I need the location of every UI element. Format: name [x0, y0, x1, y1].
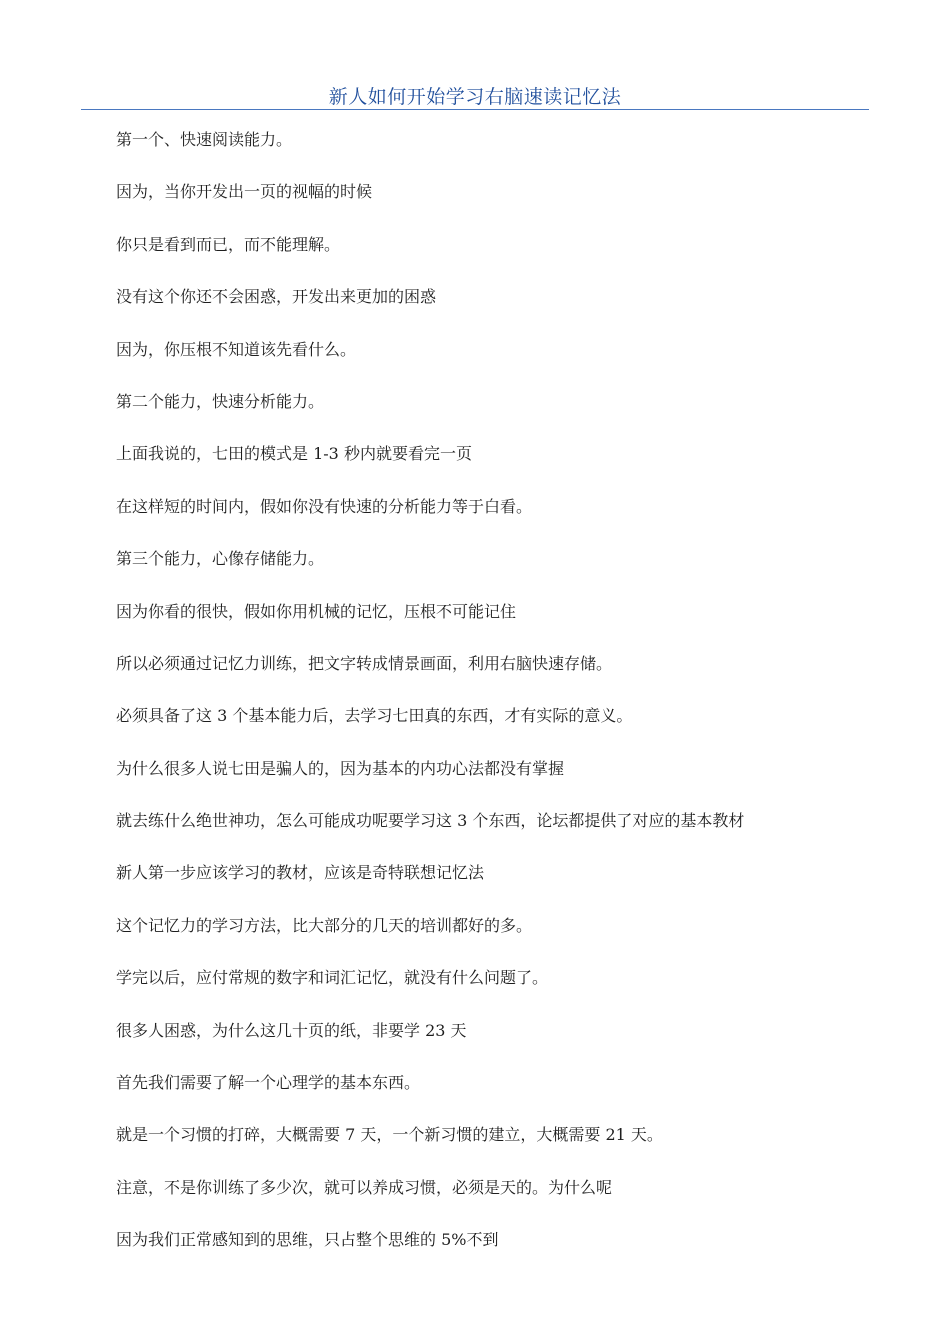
paragraph-line: 在这样短的时间内，假如你没有快速的分析能力等于白看。 — [116, 496, 533, 516]
paragraph-line: 首先我们需要了解一个心理学的基本东西。 — [116, 1073, 421, 1093]
paragraph-line: 因为，你压根不知道该先看什么。 — [116, 339, 357, 359]
paragraph-line: 学完以后，应付常规的数字和词汇记忆，就没有什么问题了。 — [116, 968, 549, 988]
paragraph-line: 上面我说的，七田的模式是 1-3 秒内就要看完一页 — [116, 444, 472, 464]
paragraph-line: 没有这个你还不会困惑，开发出来更加的困惑 — [116, 287, 437, 307]
page-title: 新人如何开始学习右脑速读记忆法 — [328, 86, 622, 108]
paragraph-line: 很多人困惑，为什么这几十页的纸，非要学 23 天 — [116, 1020, 467, 1040]
paragraph-line: 所以必须通过记忆力训练，把文字转成情景画面，利用右脑快速存储。 — [116, 653, 613, 673]
paragraph-line: 就是一个习惯的打碎，大概需要 7 天，一个新习惯的建立，大概需要 21 天。 — [116, 1125, 663, 1145]
paragraph-line: 注意，不是你训练了多少次，就可以养成习惯，必须是天的。为什么呢 — [116, 1177, 613, 1197]
paragraph-line: 第一个、快速阅读能力。 — [116, 130, 293, 149]
paragraph-line: 因为我们正常感知到的思维，只占整个思维的 5%不到 — [116, 1230, 499, 1250]
paragraph-line: 必须具备了这 3 个基本能力后，去学习七田真的东西，才有实际的意义。 — [116, 706, 633, 726]
paragraph-line: 第二个能力，快速分析能力。 — [116, 391, 325, 411]
paragraph-line: 新人第一步应该学习的教材，应该是奇特联想记忆法 — [116, 863, 485, 883]
paragraph-line: 因为，当你开发出一页的视幅的时候 — [116, 182, 373, 202]
paragraph-line: 因为你看的很快，假如你用机械的记忆，压根不可能记住 — [116, 601, 517, 621]
document-body — [116, 127, 876, 1280]
paragraph-line: 这个记忆力的学习方法，比大部分的几天的培训都好的多。 — [116, 915, 533, 935]
paragraph-line: 就去练什么绝世神功，怎么可能成功呢要学习这 3 个东西，论坛都提供了对应的基本教材 — [116, 811, 745, 831]
title-divider — [81, 109, 869, 110]
paragraph-line: 你只是看到而已，而不能理解。 — [116, 234, 341, 254]
paragraph-line: 第三个能力，心像存储能力。 — [116, 549, 325, 569]
paragraph-line: 为什么很多人说七田是骗人的，因为基本的内功心法都没有掌握 — [116, 758, 565, 778]
